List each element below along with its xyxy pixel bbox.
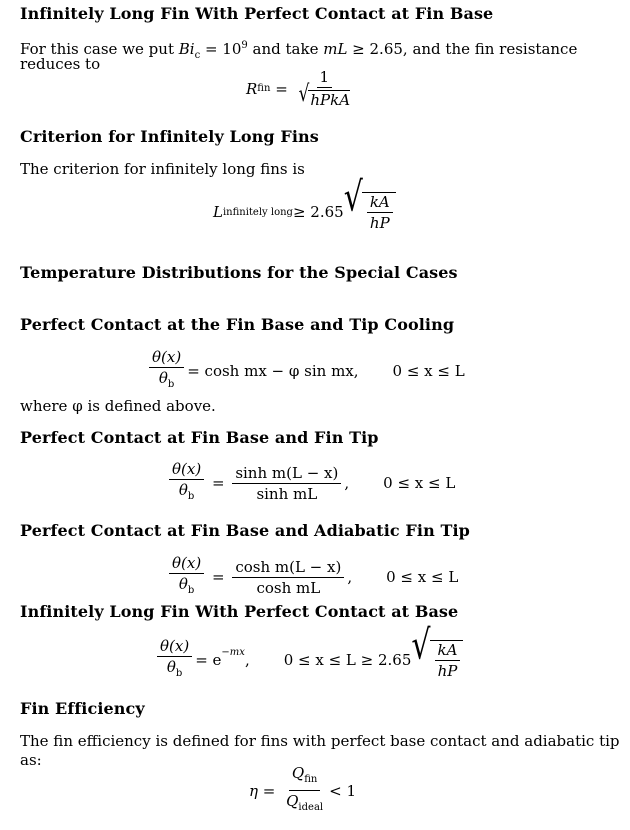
theta-symbol: θ bbox=[166, 658, 176, 676]
fraction-numerator: sinh m(L − x) bbox=[232, 464, 341, 484]
paragraph-efficiency: The fin efficiency is defined for fins with perfect base contact and adiabatic tip bbox=[20, 732, 620, 750]
fraction-numerator: 1 bbox=[317, 68, 333, 88]
fraction-denominator bbox=[156, 368, 177, 394]
equation-base-and-tip: $\frac{\theta(x)}{\theta_b}$ = $\frac{\text{sinh m(L − x)}}{\text{sinh mL}}$ , 0 ≤ x ≤ L bbox=[166, 460, 455, 506]
r-symbol: R bbox=[246, 79, 258, 98]
theta-symbol: θ bbox=[178, 481, 188, 499]
l-symbol: L bbox=[213, 203, 223, 221]
equation-infinite-fin: $\frac{\theta(x)}{\theta_b}$ = e $^{-mx}$ , 0 ≤ x ≤ L ≥ 2.65 √ $\frac{kA}{hP}$ bbox=[154, 637, 463, 683]
equation-tip-cooling bbox=[146, 348, 465, 394]
fraction-denominator bbox=[164, 657, 185, 683]
fraction-denominator bbox=[283, 791, 326, 817]
paragraph-reduces: reduces to bbox=[20, 55, 101, 73]
theta-subscript: b bbox=[175, 668, 183, 679]
paragraph-where-phi: where φ is defined above. bbox=[20, 397, 216, 415]
relation: ≥ 2.65 bbox=[292, 203, 344, 221]
equation-range: 0 ≤ x ≤ L bbox=[383, 474, 456, 492]
equation-tail: < 1 bbox=[329, 781, 356, 800]
sqrt-fraction: √ $\frac{kA}{hP}$ bbox=[411, 640, 463, 680]
heading-base-and-tip: Perfect Contact at Fin Base and Fin Tip bbox=[20, 428, 379, 447]
heading-adiabatic-tip: Perfect Contact at Fin Base and Adiabatic Fin Tip bbox=[20, 521, 470, 540]
fraction-numerator: cosh m(L − x) bbox=[232, 558, 344, 578]
theta-symbol: θ bbox=[178, 575, 188, 593]
ml-symbol: mL bbox=[323, 40, 348, 58]
fraction-numerator: kA bbox=[435, 641, 461, 661]
paragraph-criterion: The criterion for infinitely long fins is bbox=[20, 160, 305, 178]
q-symbol: Q bbox=[286, 792, 299, 810]
fraction-denominator bbox=[176, 480, 197, 506]
r-subscript: fin bbox=[257, 83, 271, 94]
equation-range: 0 ≤ x ≤ L ≥ 2.65 bbox=[283, 651, 412, 669]
heading-infinite-fin-base: Infinitely Long Fin With Perfect Contact at Base bbox=[20, 602, 459, 621]
q-symbol: Q bbox=[291, 764, 305, 782]
exponent: −mx bbox=[221, 647, 245, 658]
eta-symbol: η bbox=[249, 781, 258, 800]
heading-criterion: Criterion for Infinitely Long Fins bbox=[20, 127, 319, 146]
text-fragment: and take bbox=[247, 40, 324, 58]
text-fragment: ≥ 2.65, and the fin resistance bbox=[347, 40, 578, 58]
theta-subscript: b bbox=[187, 585, 195, 596]
equation-range: 0 ≤ x ≤ L bbox=[386, 568, 459, 586]
fraction-denominator: √ hPkA bbox=[298, 80, 351, 109]
heading-fin-efficiency: Fin Efficiency bbox=[20, 699, 145, 718]
heading-temperature-distributions: Temperature Distributions for the Special Cases bbox=[20, 263, 458, 282]
theta-symbol: θ bbox=[158, 369, 168, 387]
fraction-numerator bbox=[289, 764, 320, 791]
fraction-denominator: hP bbox=[437, 662, 458, 680]
fraction-numerator: θ(x) bbox=[157, 637, 192, 657]
text-fragment: = 10 bbox=[200, 40, 242, 58]
fraction-denominator: hP bbox=[369, 214, 390, 232]
l-subscript: infinitely long bbox=[222, 206, 293, 218]
fraction-denominator bbox=[176, 574, 197, 600]
fraction-numerator: θ(x) bbox=[169, 460, 204, 480]
fraction bbox=[296, 68, 354, 109]
equation-adiabatic-tip: $\frac{\theta(x)}{\theta_b}$ = $\frac{\text{cosh m(L − x)}}{\text{cosh mL}}$ , 0 ≤ x ≤ L bbox=[166, 554, 458, 600]
fraction-denominator: sinh mL bbox=[256, 484, 318, 503]
equation-rhs: = e bbox=[195, 651, 222, 669]
paragraph-as: as: bbox=[20, 751, 42, 769]
theta-subscript: b bbox=[167, 379, 175, 390]
q-subscript: ideal bbox=[298, 802, 324, 813]
equation-rhs: = cosh mx − φ sin mx, bbox=[187, 362, 359, 380]
bi-symbol: Bi bbox=[178, 40, 195, 58]
sqrt-fraction: √ $\frac{kA}{hP}$ bbox=[344, 192, 396, 232]
heading-infinite-fin-perfect-contact: Infinitely Long Fin With Perfect Contact at Fin Base bbox=[20, 4, 494, 23]
exponent: 9 bbox=[241, 40, 248, 51]
equation-fin-resistance: R fin = 1 √ hPkA bbox=[246, 68, 356, 109]
equation-efficiency: η = $\frac{Q_{fin}}{Q_{ideal}}$ < 1 bbox=[249, 764, 356, 817]
text-fragment: For this case we put bbox=[20, 40, 179, 58]
paragraph-bic bbox=[20, 36, 577, 65]
equation-range: 0 ≤ x ≤ L bbox=[392, 362, 465, 380]
sqrt-content: hPkA bbox=[310, 91, 351, 109]
equation-criterion bbox=[213, 173, 396, 232]
bi-subscript: c bbox=[194, 50, 201, 61]
fraction-numerator: θ(x) bbox=[149, 348, 184, 368]
fraction-numerator: θ(x) bbox=[169, 554, 204, 574]
heading-tip-cooling: Perfect Contact at the Fin Base and Tip Cooling bbox=[20, 315, 455, 334]
fraction-denominator: cosh mL bbox=[256, 578, 321, 597]
fraction-numerator: kA bbox=[367, 193, 393, 213]
theta-subscript: b bbox=[187, 491, 195, 502]
q-subscript: fin bbox=[304, 774, 318, 785]
